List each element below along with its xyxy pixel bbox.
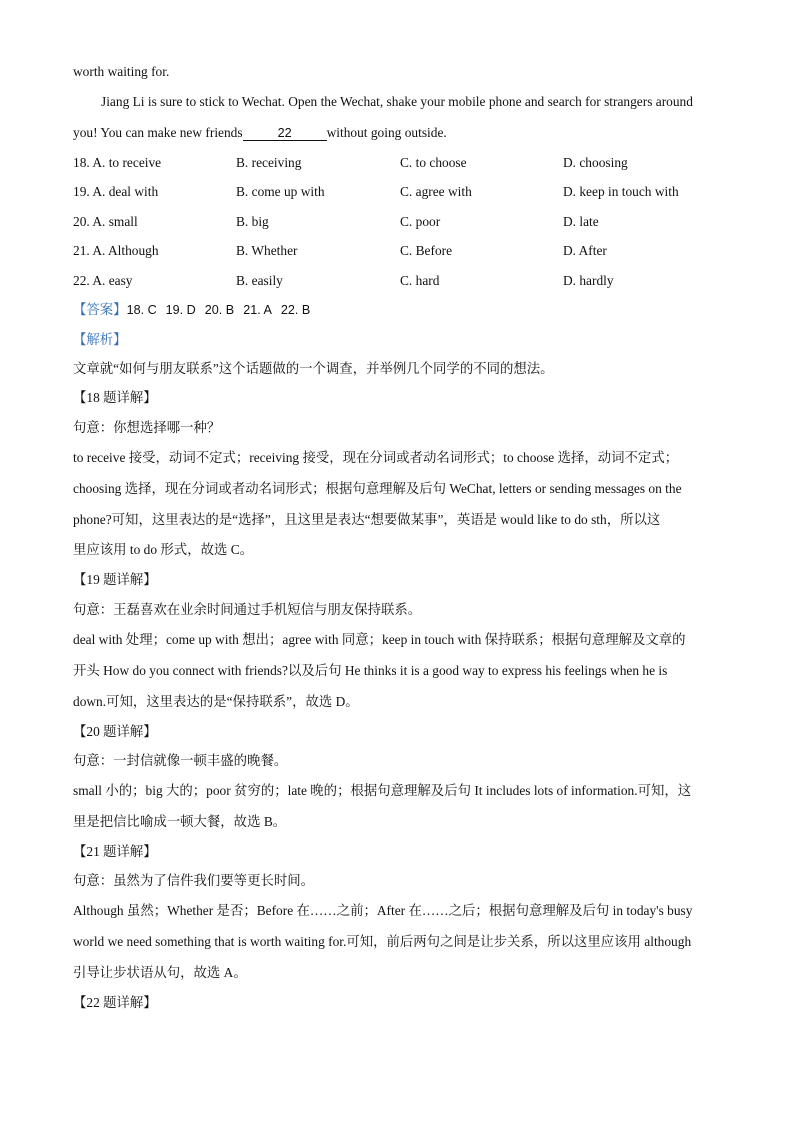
q19-detail-line: 开头 How do you connect with friends?以及后句 He thinks it is a good way to express his feelings when he is xyxy=(73,663,668,678)
q19-title: 【19 题详解】 xyxy=(73,572,157,587)
q18-detail-line: 里应该用 to do 形式，故选 C。 xyxy=(73,542,254,557)
answer-label: 【答案】 xyxy=(73,302,127,317)
option-d: D. hardly xyxy=(563,273,614,288)
answer-line xyxy=(73,301,733,319)
option-a: 19. A. deal with xyxy=(73,184,159,199)
q19-meaning: 句意：王磊喜欢在业余时间通过手机短信与朋友保持联系。 xyxy=(73,602,422,617)
option-d: D. keep in touch with xyxy=(563,184,679,199)
q21-meaning: 句意：虽然为了信件我们要等更长时间。 xyxy=(73,873,315,888)
analysis-label: 【解析】 xyxy=(73,332,127,347)
q20-detail-line: 里是把信比喻成一顿大餐，故选 B。 xyxy=(73,814,287,829)
answer-item: 20. B xyxy=(204,303,235,317)
answer-item: 21. A xyxy=(243,303,272,317)
passage-text: without going outside. xyxy=(326,125,447,140)
passage-text: you! You can make new friends xyxy=(73,125,243,140)
option-c: C. hard xyxy=(400,273,440,288)
analysis-summary: 文章就“如何与朋友联系”这个话题做的一个调查，并举例几个同学的不同的想法。 xyxy=(73,361,554,376)
option-a: 21. A. Although xyxy=(73,243,159,258)
q19-detail-line: down.可知，这里表达的是“保持联系”，故选 D。 xyxy=(73,694,359,709)
option-d: D. late xyxy=(563,214,599,229)
answer-item: 22. B xyxy=(280,303,311,317)
option-c: C. to choose xyxy=(400,155,467,170)
q22-title: 【22 题详解】 xyxy=(73,995,157,1010)
answer-item: 19. D xyxy=(165,303,196,317)
q18-meaning: 句意：你想选择哪一种？ xyxy=(73,420,221,435)
q21-detail-line: world we need something that is worth waiting for.可知，前后两句之间是让步关系，所以这里应该用 although xyxy=(73,934,692,949)
option-b: B. Whether xyxy=(236,243,298,258)
option-b: B. come up with xyxy=(236,184,325,199)
q20-meaning: 句意：一封信就像一顿丰盛的晚餐。 xyxy=(73,753,288,768)
q18-detail-line: to receive 接受，动词不定式；receiving 接受，现在分词或者动名词形式；to choose 选择，动词不定式； xyxy=(73,450,679,465)
q18-detail-line: choosing 选择，现在分词或者动名词形式；根据句意理解及后句 WeChat, letters or sending messages on the xyxy=(73,481,682,496)
q21-title: 【21 题详解】 xyxy=(73,844,157,859)
option-row-20 xyxy=(73,213,733,231)
option-a: 20. A. small xyxy=(73,214,138,229)
q19-detail-line: deal with 处理；come up with 想出；agree with 同意；keep in touch with 保持联系；根据句意理解及文章的 xyxy=(73,632,686,647)
option-b: B. receiving xyxy=(236,155,302,170)
option-c: C. poor xyxy=(400,214,441,229)
option-c: C. agree with xyxy=(400,184,472,199)
option-b: B. big xyxy=(236,214,269,229)
option-d: D. After xyxy=(563,243,607,258)
passage-line xyxy=(73,124,733,142)
passage-line: Jiang Li is sure to stick to Wechat. Open the Wechat, shake your mobile phone and search for strangers around xyxy=(101,94,693,109)
option-row-19 xyxy=(73,183,733,201)
option-c: C. Before xyxy=(400,243,453,258)
q21-detail-line: 引导让步状语从句，故选 A。 xyxy=(73,965,247,980)
option-row-21 xyxy=(73,242,733,260)
q18-title: 【18 题详解】 xyxy=(73,390,157,405)
option-row-18 xyxy=(73,154,733,172)
q20-title: 【20 题详解】 xyxy=(73,724,157,739)
q21-detail-line: Although 虽然；Whether 是否；Before 在……之前；After 在……之后；根据句意理解及后句 in today's busy xyxy=(73,903,693,918)
blank-22: 22 xyxy=(243,126,327,141)
option-b: B. easily xyxy=(236,273,283,288)
q18-detail-line: phone?可知，这里表达的是“选择”，且这里是表达“想要做某事”，英语是 would like to do sth，所以这 xyxy=(73,512,661,527)
option-d: D. choosing xyxy=(563,155,628,170)
option-row-22 xyxy=(73,272,733,290)
q20-detail-line: small 小的；big 大的；poor 贫穷的；late 晚的；根据句意理解及后句 It includes lots of information.可知，这 xyxy=(73,783,692,798)
answer-item: 18. C xyxy=(126,303,157,317)
passage-line: worth waiting for. xyxy=(73,64,170,79)
option-a: 22. A. easy xyxy=(73,273,133,288)
option-a: 18. A. to receive xyxy=(73,155,162,170)
